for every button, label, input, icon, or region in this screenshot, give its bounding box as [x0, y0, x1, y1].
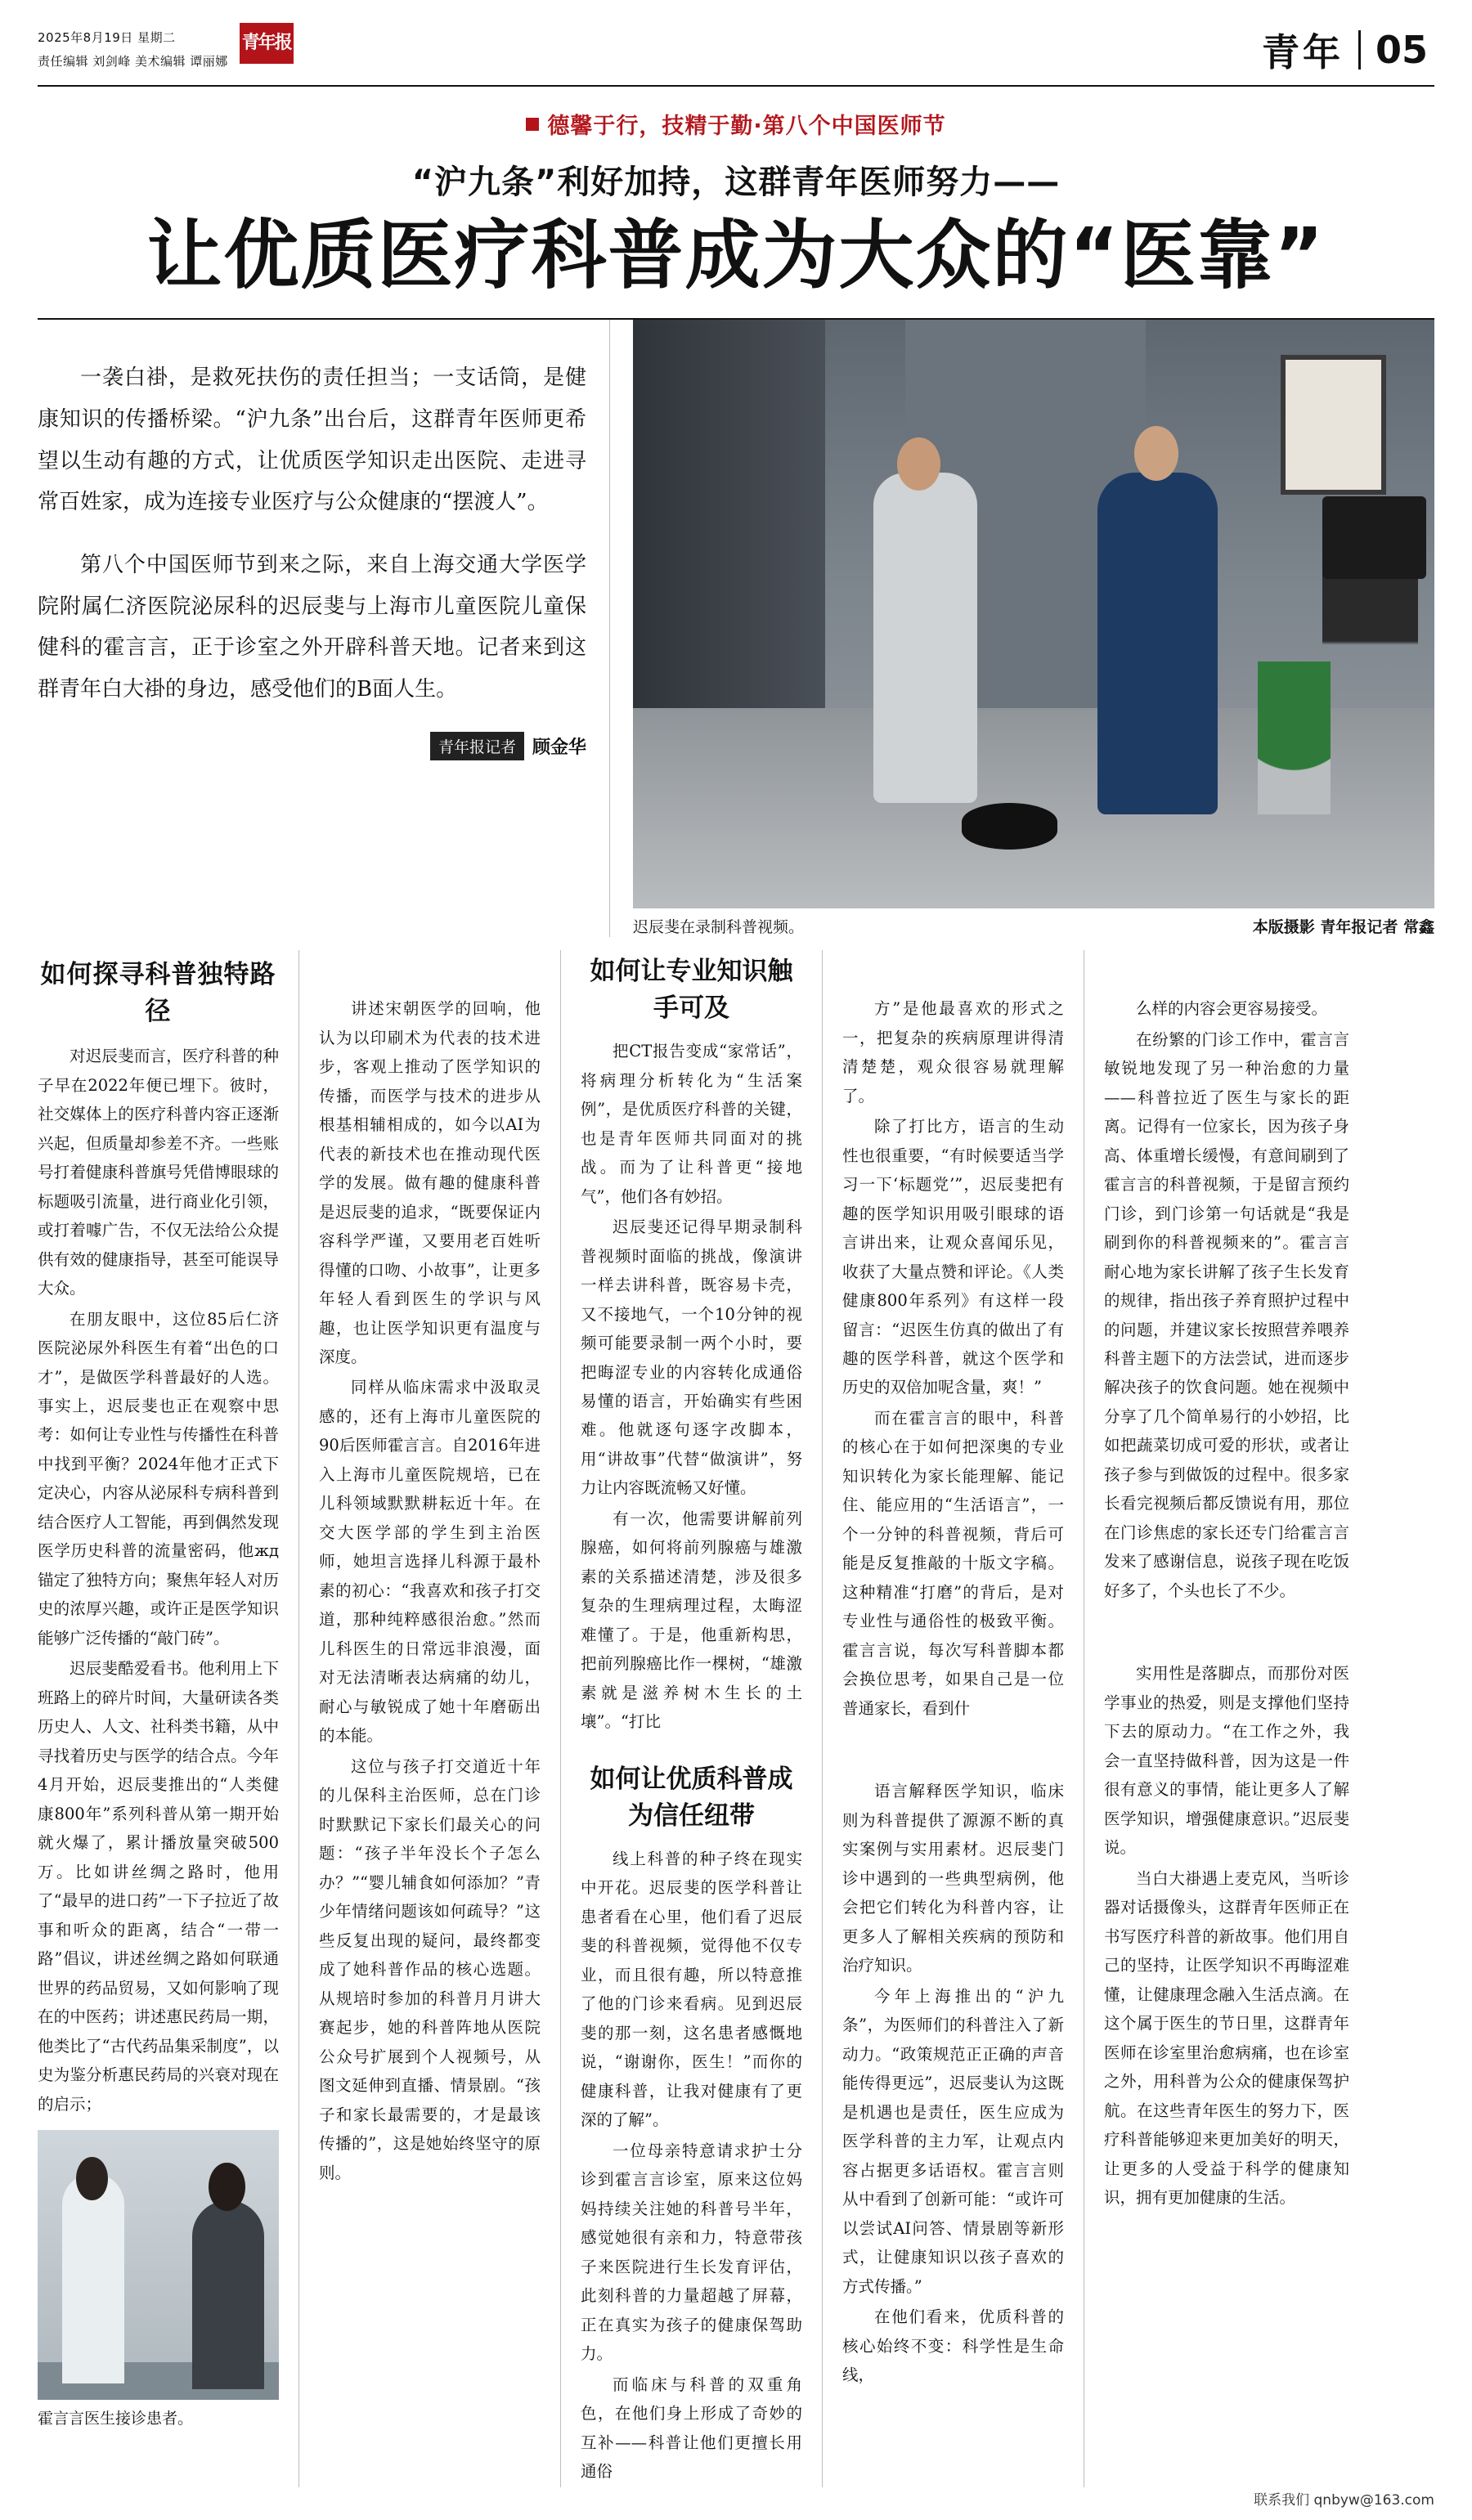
- paragraph: 方”是他最喜欢的形式之一，把复杂的疾病原理讲得清清楚楚，观众很容易就理解了。: [842, 999, 1064, 1105]
- masthead-meta: [38, 23, 228, 73]
- paragraph: 迟辰斐还记得早期录制科普视频时面临的挑战，像演讲一样去讲科普，既容易卡壳，又不接地气，一个10分钟的视频可能要录制一两个小时，要把晦涩专业的内容转化成通俗易懂的语言，开始确实有些困难。他就逐句逐字改脚本，用“讲故事”代替“做演讲”，努力让内容既流畅又好懂。: [581, 1217, 802, 1498]
- paragraph: 有一次，他需要讲解前列腺癌，如何将前列腺癌与雄激素的关系描述清楚，涉及很多复杂的生理病理过程，太晦涩难懂了。于是，他重新构思，把前列腺癌比作一棵树，“雄激素就是滋养树木生长的土壤”。“打比: [581, 1509, 802, 1732]
- column-5: [1084, 950, 1349, 2487]
- editor-credits: 责任编辑 刘剑峰 美术编辑 谭丽娜: [38, 53, 228, 69]
- lead-column: [38, 320, 610, 937]
- paragraph: 实用性是落脚点，而那份对医学事业的热爱，则是支撑他们坚持下去的原动力。“在工作之外，我会一直坚持做科普，因为这是一件很有意义的事情，能让更多人了解医学知识，增强健康意识。”迟辰斐说。: [1104, 1664, 1349, 1858]
- masthead: [38, 23, 1434, 77]
- paragraph: 迟辰斐酷爱看书。他利用上下班路上的碎片时间，大量研读各类历史人、人文、社科类书籍，从中寻找着历史与医学的结合点。今年4月开始，迟辰斐推出的“人类健康800年”系列科普从第一期开始就火爆了，累计播放量突破500万。比如讲丝绸之路时，他用了“最早的进口药”一下子拉近了故事和听众的距离，结合“一带一路”倡议，讲述丝绸之路如何联通世界的药品贸易，又如何影响了现在的中医药；讲述惠民药局一期，他类比了“古代药品集采制度”，以史为鉴分析惠民药局的兴衰对现在的启示；: [38, 1659, 279, 2114]
- paragraph: 这位与孩子打交道近十年的儿保科主治医师，总在门诊时默默记下家长们最关心的问题：“孩子半年没长个子怎么办？”“婴儿辅食如何添加？”青少年情绪问题该如何疏导？”这些反复出现的疑问，最终都变成了她科普作品的核心选题。从规培时参加的科普月月讲大赛起步，她的科普阵地从医院公众号扩展到个人视频号，从图文延伸到直播、情景剧。“孩子和家长最需要的，才是最该传播的”，这是她始终坚守的原则。: [319, 1756, 541, 2182]
- second-photo-caption: 霍言言医生接诊患者。: [38, 2410, 194, 2428]
- column-4: [823, 950, 1084, 2487]
- divider: [1358, 30, 1361, 70]
- paragraph: 语言解释医学知识，临床则为科普提供了源源不断的真实案例与实用素材。迟辰斐门诊中遇到的一些典型病例，他会把它们转化为科普内容，让更多人了解相关疾病的预防和治疗知识。: [842, 1782, 1064, 1975]
- second-photo: [38, 2130, 279, 2400]
- column-1: [38, 950, 299, 2487]
- masthead-left: [38, 23, 294, 73]
- kicker-text: 德馨于行，技精于勤·第八个中国医师节: [547, 114, 946, 139]
- paragraph: 线上科普的种子终在现实中开花。迟辰斐的医学科普让患者看在心里，他们看了迟辰斐的科普视频，觉得他不仅专业，而且很有趣，所以特意推了他的门诊来看病。见到迟辰斐的那一刻，这名患者感慨地说，“谢谢你，医生！”而你的健康科普，让我对健康有了更深的了解”。: [581, 1849, 802, 2130]
- paragraph: 在朋友眼中，这位85后仁济医院泌尿外科医生有着“出色的口才”，是做医学科普最好的人选。事实上，迟辰斐也正在观察中思考：如何让专业性与传播性在科普中找到平衡？2024年他才正式下定决心，内容从泌尿科专病科普到结合医疗人工智能，再到偶然发现医学历史科普的流量密码，他жд锚定了独特方向；聚焦年轻人对历史的浓厚兴趣，或许正是医学知识能够广泛传播的“敲门砖”。: [38, 1309, 279, 1648]
- kicker-line: [38, 108, 1434, 140]
- column-2: [299, 950, 561, 2487]
- paragraph: 今年上海推出的“沪九条”，为医师们的科普注入了新动力。“政策规范正正确的声音能传得更远”，迟辰斐认为这既是机遇也是责任，医生应成为医学科普的主力军，让观点内容占据更多话语权。霍言言则从中看到了创新可能：“或许可以尝试AI问答、情景剧等新形式，让健康知识以孩子喜欢的方式传播。”: [842, 1986, 1064, 2296]
- paragraph: 一位母亲特意请求护士分诊到霍言言诊室，原来这位妈妈持续关注她的科普号半年，感觉她很有亲和力，特意带孩子来医院进行生长发育评估，此刻科普的力量超越了屏幕，正在真实为孩子的健康保驾助力。: [581, 2141, 802, 2364]
- reporter-tag: 青年报记者: [430, 732, 524, 760]
- main-photo: [633, 320, 1434, 908]
- photo-column: [610, 320, 1434, 937]
- masthead-rule: [38, 85, 1434, 87]
- section-name: 青年: [1261, 30, 1344, 74]
- byline: [38, 732, 586, 760]
- section-heading-1: 如何探寻科普独特路径: [40, 960, 276, 1027]
- page-number: 05: [1375, 28, 1428, 72]
- photo-credit: 本版摄影 青年报记者 常鑫: [1252, 918, 1434, 937]
- publication-date: 2025年8月19日 星期二: [38, 30, 176, 45]
- section-heading-2: 如何让专业知识触手可及: [590, 957, 793, 1024]
- shoulder-headline: “沪九条”利好加持，这群青年医师努力——: [411, 164, 1061, 201]
- main-headline: 让优质医疗科普成为大众的“医靠”: [146, 212, 1326, 299]
- paragraph: 当白大褂遇上麦克风，当听诊器对话摄像头，这群青年医师正在书写医疗科普的新故事。他们用自己的坚持，让医学知识不再晦涩难懂，让健康理念融入生活点滴。在这个属于医生的节日里，这群青年医师在诊室里治愈病痛，也在诊室之外，用科普为公众的健康保驾护航。在这些青年医生的努力下，医疗科普能够迎来更加美好的明天，让更多的人受益于科学的健康知识，拥有更加健康的生活。: [1104, 1868, 1349, 2208]
- paragraph: 么样的内容会更容易接受。: [1136, 999, 1328, 1019]
- paragraph: 对迟辰斐而言，医疗科普的种子早在2022年便已埋下。彼时，社交媒体上的医疗科普内容正逐渐兴起，但质量却参差不齐。一些账号打着健康科普旗号凭借博眼球的标题吸引流量，进行商业化引领，或打着噱广告，不仅无法给公众提供有效的健康指导，甚至可能误导大众。: [38, 1047, 279, 1298]
- paragraph: 而临床与科普的双重角色，在他们身上形成了奇妙的互补——科普让他们更擅长用通俗: [581, 2374, 802, 2481]
- main-photo-caption: 迟辰斐在录制科普视频。: [633, 918, 805, 937]
- paragraph: 而在霍言言的眼中，科普的核心在于如何把深奥的专业知识转化为家长能理解、能记住、能应用的“生活语言”，一个一分钟的科普视频，背后可能是反复推敲的十版文字稿。这种精准“打磨”的背后，是对专业性与通俗性的极致平衡。霍言言说，每次写科普脚本都会换位思考，如果自己是一位普通家长，看到什: [842, 1408, 1064, 1718]
- masthead-right: [1262, 23, 1434, 77]
- paragraph: 在他们看来，优质科普的核心始终不变：科学性是生命线，: [842, 2307, 1064, 2384]
- lead-paragraph: 一袭白褂，是救死扶伤的责任担当；一支话筒，是健康知识的传播桥梁。“沪九条”出台后，这群青年医师更希望以生动有趣的方式，让优质医学知识走出医院、走进寻常百姓家，成为连接专业医疗与公众健康的“摆渡人”。: [38, 365, 586, 515]
- paragraph: 在纷繁的门诊工作中，霍言言敏锐地发现了另一种治愈的力量——科普拉近了医生与家长的距离。记得有一位家长，因为孩子身高、体重增长缓慢，有意间刷到了霍言言的科普视频，于是留言预约门诊，到门诊第一句话就是“我是刷到你的科普视频来的”。霍言言耐心地为家长讲解了孩子生长发育的规律，指出孩子养育照护过程中的问题，并建议家长按照营养喂养科普主题下的方法尝试，进而逐步解决孩子的饮食问题。她在视频中分享了几个简单易行的小妙招，比如把蔬菜切成可爱的形状，或者让孩子参与到做饭的过程中。很多家长看完视频后都反馈说有用，那位在门诊焦虑的家长还专门给霍言言发来了感谢信息，说孩子现在吃饭好多了，个头也长了不少。: [1104, 1029, 1349, 1600]
- paragraph: 讲述宋朝医学的回响，他认为以印刷术为代表的技术进步，客观上推动了医学知识的传播，而医学与技术的进步从根基相辅相成的，如今以AI为代表的新技术也在推动现代医学的发展。做有趣的健康科普是迟辰斐的追求，“既要保证内容科学严谨，又要用老百姓听得懂的口吻、小故事”，让更多年轻人看到医生的学识与风趣，也让医学知识更有温度与深度。: [319, 999, 541, 1366]
- paragraph: 除了打比方，语言的生动性也很重要，“有时候要适当学习一下‘标题党’”，迟辰斐把有趣的医学知识用吸引眼球的语言讲出来，让观众喜闻乐见，收获了大量点赞和评论。《人类健康800年系列》有这样一段留言：“迟医生仿真的做出了有趣的医学科普，就这个医学和历史的双倍加呢含量，爽！”: [842, 1117, 1064, 1397]
- body-columns: [38, 950, 1434, 2487]
- paragraph: 把CT报告变成“家常话”，将病理分析转化为“生活案例”，是优质医疗科普的关键，也是青年医师共同面对的挑战。而为了让科普更“接地气”，他们各有妙招。: [581, 1042, 802, 1206]
- main-photo-caption-row: [633, 915, 1434, 937]
- square-bullet-icon: [526, 118, 539, 131]
- column-3: [561, 950, 823, 2487]
- lead-paragraph: 第八个中国医师节到来之际，来自上海交通大学医学院附属仁济医院泌尿科的迟辰斐与上海市儿童医院儿童保健科的霍言言，正于诊室之外开辟科普天地。记者来到这群青年白大褂的身边，感受他们的B面人生。: [38, 552, 586, 702]
- section-heading-3: 如何让优质科普成为信任纽带: [590, 1764, 793, 1831]
- contact-footer: 联系我们 qnbyw@163.com: [1254, 2492, 1434, 2509]
- top-area: [38, 320, 1434, 937]
- newspaper-logo: 青年报: [240, 23, 294, 64]
- paragraph: 同样从临床需求中汲取灵感的，还有上海市儿童医院的90后医师霍言言。自2016年进入上海市儿童医院规培，已在儿科领域默默耕耘近十年。在交大医学部的学生到主治医师，她坦言选择儿科源于最朴素的初心：“我喜欢和孩子打交道，那种纯粹感很治愈。”然而儿科医生的日常远非浪漫，面对无法清晰表达病痛的幼儿，耐心与敏锐成了她十年磨砺出的本能。: [319, 1378, 541, 1746]
- reporter-name: 顾金华: [532, 737, 586, 758]
